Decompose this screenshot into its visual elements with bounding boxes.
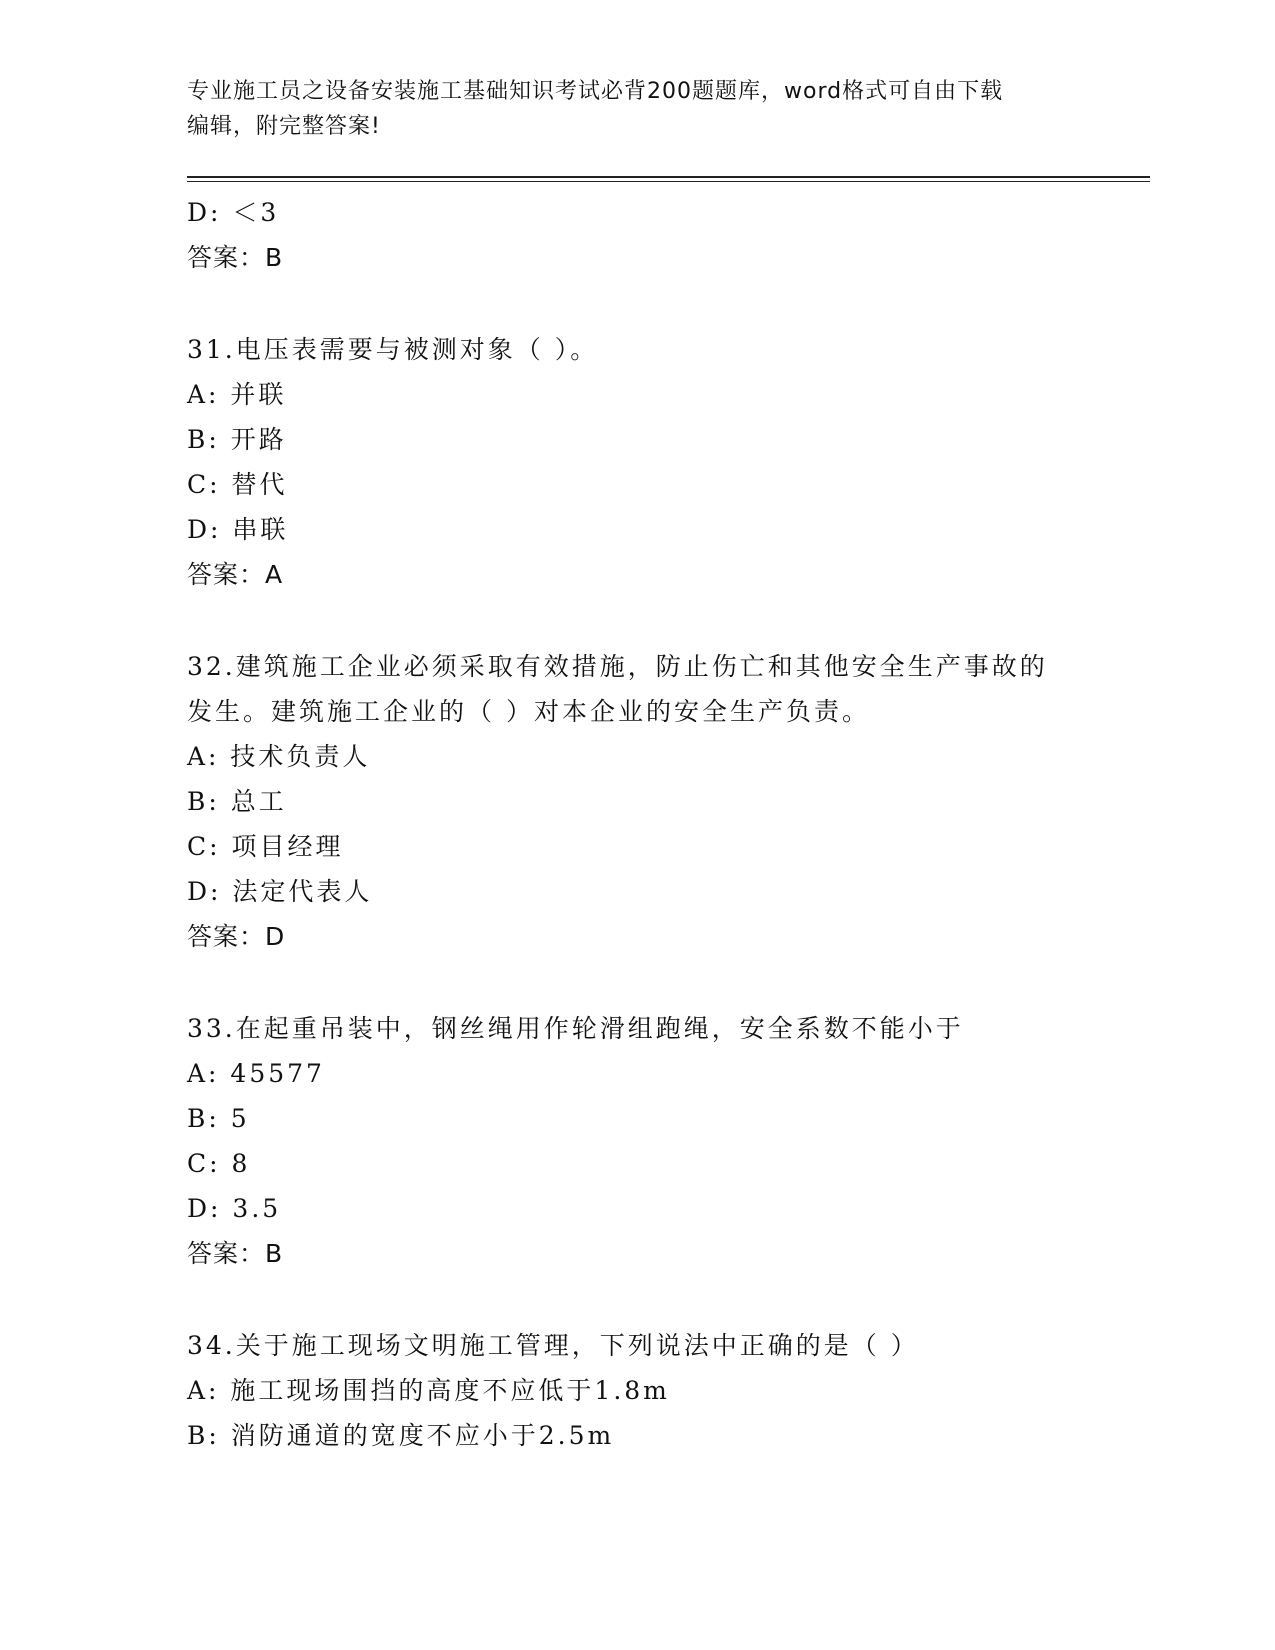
- option-c: C: 项目经理: [187, 832, 344, 861]
- answer-line: 答案：A: [187, 560, 284, 589]
- question-stem-line-1: 32.建筑施工企业必须采取有效措施，防止伤亡和其他安全生产事故的: [187, 652, 1048, 681]
- option-b: B: 总工: [187, 787, 287, 816]
- option-b: B: 开路: [187, 425, 287, 454]
- option-c: C: 替代: [187, 470, 288, 499]
- option-b: B: 5: [187, 1104, 250, 1133]
- question-stem: 33.在起重吊装中，钢丝绳用作轮滑组跑绳，安全系数不能小于: [187, 1014, 964, 1043]
- question-block-32: [187, 644, 1087, 959]
- option-d: D: 法定代表人: [187, 877, 373, 906]
- question-stem: 34.关于施工现场文明施工管理，下列说法中正确的是（ ）: [187, 1331, 919, 1360]
- option-d: D: 3.5: [187, 1194, 282, 1223]
- option-a: A: 45577: [187, 1059, 325, 1088]
- page-header: [187, 74, 1087, 144]
- answer-line: 答案：D: [187, 922, 286, 951]
- option-b: B: 消防通道的宽度不应小于2.5m: [187, 1421, 615, 1450]
- question-block-prev: [187, 190, 1087, 280]
- option-a: A: 施工现场围挡的高度不应低于1.8m: [187, 1376, 670, 1405]
- option-d: D: 串联: [187, 515, 289, 544]
- header-title-line-1: 专业施工员之设备安装施工基础知识考试必背200题题库，word格式可自由下载: [187, 79, 1004, 104]
- question-list: [187, 190, 1087, 1458]
- spacer: [187, 959, 1087, 1006]
- header-divider-thin: [187, 181, 1150, 182]
- header-title-line-2: 编辑，附完整答案!: [187, 114, 381, 139]
- spacer: [187, 597, 1087, 644]
- answer-line: 答案：B: [187, 1239, 284, 1268]
- option-a: A: 并联: [187, 380, 287, 409]
- option-a: A: 技术负责人: [187, 742, 371, 771]
- answer-line: 答案：B: [187, 243, 284, 272]
- question-block-34: [187, 1323, 1087, 1458]
- option-c: C: 8: [187, 1149, 251, 1178]
- question-stem: 31.电压表需要与被测对象（ ）。: [187, 335, 599, 364]
- question-block-31: [187, 327, 1087, 597]
- question-block-33: [187, 1006, 1087, 1276]
- option-d: D: ＜3: [187, 198, 280, 227]
- header-divider-thick: [187, 176, 1150, 178]
- spacer: [187, 1276, 1087, 1323]
- question-stem-line-2: 发生。建筑施工企业的（ ）对本企业的安全生产负责。: [187, 697, 870, 726]
- spacer: [187, 280, 1087, 327]
